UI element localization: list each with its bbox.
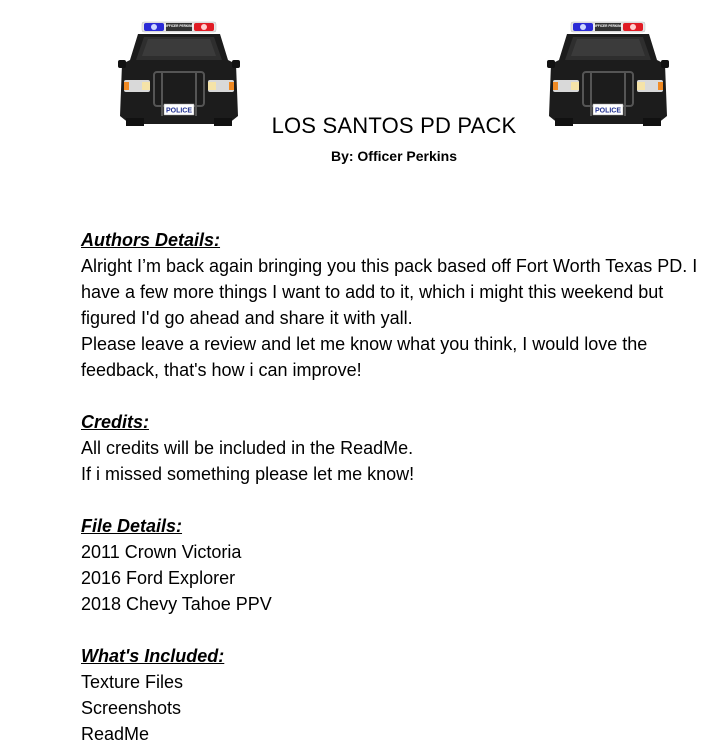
list-item: 2018 Chevy Tahoe PPV	[81, 594, 272, 614]
list-item: 2016 Ford Explorer	[81, 568, 236, 588]
section-heading: Credits:	[81, 412, 150, 432]
text-line: All credits will be included in the ReadMe.	[81, 438, 414, 458]
list-item: 2011 Crown Victoria	[81, 542, 242, 562]
list-item: Screenshots	[81, 698, 182, 718]
paragraph: Alright I’m back again bringing you this pack based off Fort Worth Texas PD. I have a few more things I want to add to it, which i might this weekend but figured I'd go ahead and share it with yall.	[81, 256, 698, 328]
text-line: If i missed something please let me know!	[81, 464, 415, 484]
section-heading: File Details:	[81, 516, 183, 536]
section-heading: What's Included:	[81, 646, 225, 666]
page-title: LOS SANTOS PD PACK	[271, 113, 517, 138]
svg-text:POLICE: POLICE	[165, 107, 193, 115]
section-heading: Authors Details:	[81, 230, 221, 250]
paragraph: Please leave a review and let me know what you think, I would love the feedback, that's how i can improve!	[81, 334, 648, 380]
svg-text:OFFICER PERKINS: OFFICER PERKINS	[164, 24, 194, 28]
section-file-details	[81, 513, 711, 617]
list-item: ReadMe	[81, 724, 150, 744]
svg-text:OFFICER PERKINS: OFFICER PERKINS	[593, 24, 623, 28]
author-byline: By: Officer Perkins	[330, 148, 458, 164]
svg-text:POLICE: POLICE	[594, 107, 622, 115]
section-authors-details	[81, 227, 711, 383]
section-whats-included	[81, 643, 711, 747]
document-body	[81, 227, 711, 747]
list-item: Texture Files	[81, 672, 184, 692]
section-credits	[81, 409, 711, 487]
